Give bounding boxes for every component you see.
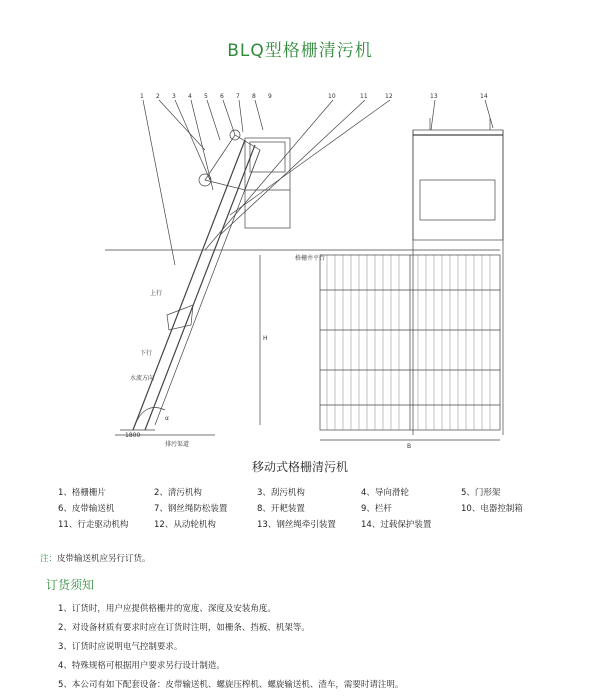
note-label: 注： <box>40 554 58 564</box>
label-h: H <box>263 335 268 342</box>
note <box>40 552 151 564</box>
callout-5: 5 <box>204 93 208 100</box>
label-up: 上行 <box>150 290 163 297</box>
part-item: 5、门形架 <box>461 488 501 498</box>
page-title: BLQ型格栅清污机 <box>227 41 373 61</box>
part-item: 10、电器控制箱 <box>461 504 523 514</box>
callout-3: 3 <box>172 93 176 100</box>
callout-7: 7 <box>236 93 240 100</box>
part-item: 7、钢丝绳防松装置 <box>154 504 228 514</box>
label-angle: α <box>165 415 169 422</box>
label-platform: 格栅井平台 <box>295 255 326 262</box>
part-item: 12、从动轮机构 <box>154 520 216 530</box>
part-item: 6、皮带输送机 <box>58 504 115 514</box>
part-item: 8、开耙装置 <box>257 504 305 514</box>
callout-1: 1 <box>140 93 144 100</box>
label-dim: 1800 <box>125 432 141 439</box>
callout-8: 8 <box>252 93 256 100</box>
label-water: 水流方向 <box>130 375 155 382</box>
callout-2: 2 <box>156 93 160 100</box>
callout-4: 4 <box>188 93 192 100</box>
order-item: 5、本公司有如下配套设备：皮带输送机、螺旋压榨机、螺旋输送机、渣车，需要时请注明。 <box>58 680 404 690</box>
callout-6: 6 <box>220 93 224 100</box>
part-item: 3、刮污机构 <box>257 488 305 498</box>
order-item: 4、特殊规格可根据用户要求另行设计制造。 <box>58 661 225 671</box>
order-item: 2、对设备材质有要求时应在订货时注明，如栅条、挡板、机架等。 <box>58 623 310 633</box>
callout-13: 13 <box>430 93 438 100</box>
label-b: B <box>407 443 412 450</box>
callout-11: 11 <box>360 93 368 100</box>
order-section-title: 订货须知 <box>46 578 95 592</box>
order-item: 3、订货时应说明电气控制要求。 <box>58 642 183 652</box>
order-list <box>58 602 403 697</box>
note-text: 皮带输送机应另行订货。 <box>57 554 151 564</box>
drawing-caption: 移动式格栅清污机 <box>251 460 348 474</box>
callout-9: 9 <box>268 93 272 100</box>
order-item: 1、订货时，用户应提供格栅井的宽度、深度及安装角度。 <box>58 604 276 614</box>
callout-14: 14 <box>480 93 488 100</box>
machine-drawing <box>95 90 505 450</box>
label-inlet: 排污渠道 <box>165 441 190 448</box>
part-item: 14、过载保护装置 <box>361 520 432 530</box>
parts-list <box>58 486 598 534</box>
part-item: 1、格栅栅片 <box>58 488 106 498</box>
label-down: 下行 <box>140 350 153 357</box>
part-item: 9、栏杆 <box>361 504 392 514</box>
part-item: 11、行走驱动机构 <box>58 520 129 530</box>
part-item: 4、导向滑轮 <box>361 488 409 498</box>
part-item: 13、钢丝绳牵引装置 <box>257 520 336 530</box>
callout-10: 10 <box>328 93 336 100</box>
part-item: 2、清污机构 <box>154 488 202 498</box>
callout-12: 12 <box>385 93 393 100</box>
